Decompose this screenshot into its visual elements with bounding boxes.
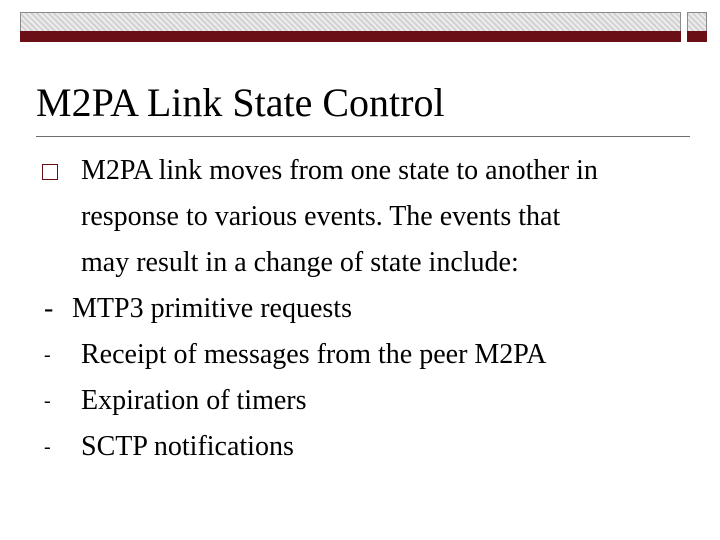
event-item-2 — [0, 332, 720, 378]
slide-body — [0, 148, 720, 470]
event-text-4: SCTP notifications — [81, 431, 294, 462]
event-item-3 — [0, 378, 720, 424]
intro-line-2: response to various events. The events that — [81, 201, 561, 232]
dash-marker: - — [44, 390, 51, 412]
event-item-4 — [0, 424, 720, 470]
dash-marker: - — [44, 344, 51, 366]
event-item-1 — [0, 286, 720, 332]
hollow-square-bullet-icon — [42, 164, 58, 180]
intro-text — [0, 148, 720, 286]
intro-bullet — [0, 148, 720, 286]
dash-marker: - — [44, 436, 51, 458]
decorative-corner-bar — [687, 31, 707, 42]
dash-marker: - — [44, 293, 54, 324]
intro-line-3: may result in a change of state include: — [81, 247, 519, 278]
decorative-header-bar — [20, 31, 681, 42]
event-text-2: Receipt of messages from the peer M2PA — [81, 339, 547, 370]
slide-title: M2PA Link State Control — [36, 80, 445, 125]
event-text-1: MTP3 primitive requests — [72, 293, 352, 324]
intro-line-1: M2PA link moves from one state to another in — [81, 155, 598, 186]
event-text-3: Expiration of timers — [81, 385, 307, 416]
title-divider — [36, 136, 690, 137]
